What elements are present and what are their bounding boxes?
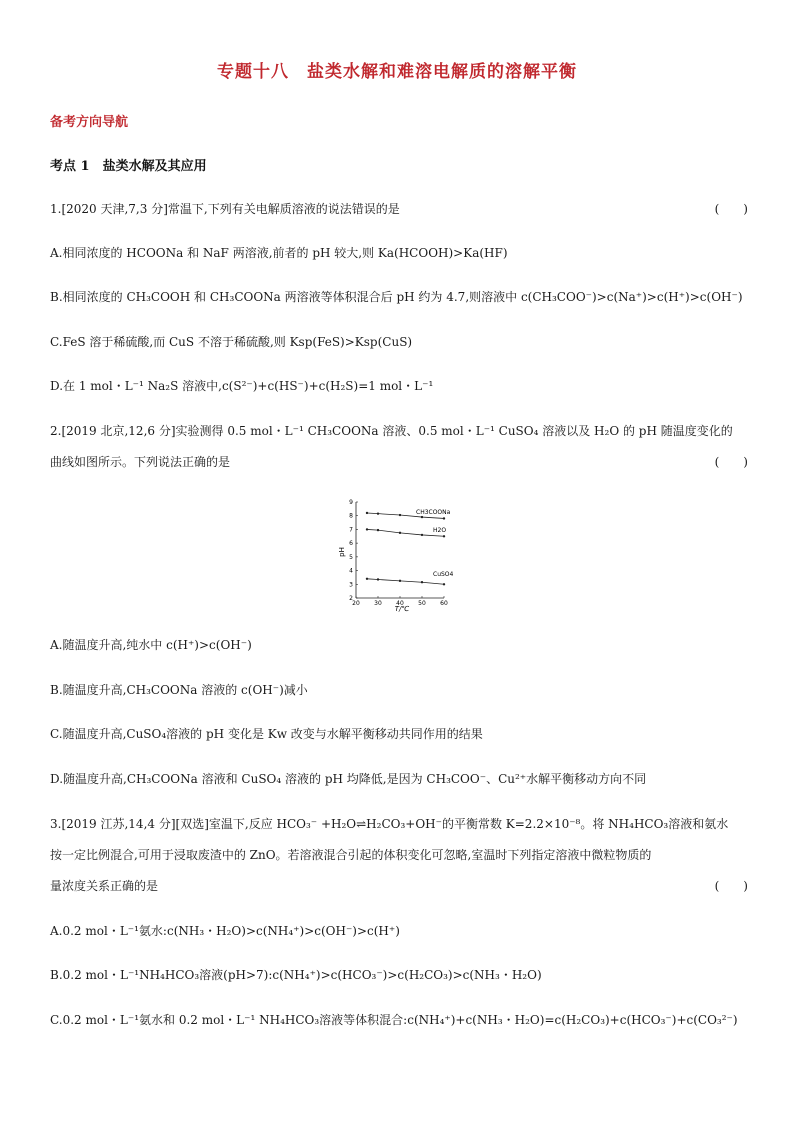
q1-option-d: D.在 1 mol・L⁻¹ Na₂S 溶液中,c(S²⁻)+c(HS⁻)+c(H₂S)=1 mol・L⁻¹ [50,379,434,393]
y-tick-label: 7 [349,526,353,534]
data-point [421,534,423,536]
q2-option-a: A.随温度升高,纯水中 c(H⁺)>c(OH⁻) [50,638,252,652]
data-point [399,580,401,582]
q1-option-a: A.相同浓度的 HCOONa 和 NaF 两溶液,前者的 pH 较大,则 Ka(HCOOH)>Ka(HF) [50,246,508,260]
x-tick-label: 40 [396,600,404,607]
q3-answer-bracket: ( ) [714,879,748,893]
q2-option-d: D.随温度升高,CH₃COONa 溶液和 CuSO₄ 溶液的 pH 均降低,是因为 CH₃COO⁻、Cu²⁺水解平衡移动方向不同 [50,772,647,786]
y-tick-label: 3 [349,581,353,589]
y-tick-label: 6 [349,540,353,548]
page-title: 专题十八 盐类水解和难溶电解质的溶解平衡 [217,62,577,82]
data-point [443,583,445,585]
chart-axes [356,502,447,598]
data-point [377,512,379,514]
x-tick-label: 50 [418,600,426,607]
q1-option-b: B.相同浓度的 CH₃COOH 和 CH₃COONa 两溶液等体积混合后 pH 约为 4.7,则溶液中 c(CH₃COO⁻)>c(Na⁺)>c(H⁺)>c(OH⁻) [50,290,743,304]
q2-answer-bracket: ( ) [714,455,748,469]
x-tick-label: 30 [374,600,382,607]
q3-option-c: C.0.2 mol・L⁻¹氨水和 0.2 mol・L⁻¹ NH₄HCO₃溶液等体积混合:c(NH₄⁺)+c(NH₃・H₂O)=c(H₂CO₃)+c(HCO₃⁻)+c(CO₃²⁻) [50,1013,738,1027]
x-axis-label: T/℃ [394,605,410,612]
q1-stem: 1.[2020 天津,7,3 分]常温下,下列有关电解质溶液的说法错误的是 [50,202,400,216]
q2-option-c: C.随温度升高,CuSO₄溶液的 pH 变化是 Kw 改变与水解平衡移动共同作用的结果 [50,727,483,741]
x-tick-label: 60 [440,600,448,607]
data-point [421,581,423,583]
data-point [366,578,368,580]
y-axis-label: pH [338,547,346,557]
q3-stem-line3: 量浓度关系正确的是 [50,879,159,893]
data-point [443,535,445,537]
series-label-cuso4: CuSO4 [433,571,454,578]
section-heading: 备考方向导航 [50,115,129,130]
data-point [399,532,401,534]
q3-option-b: B.0.2 mol・L⁻¹NH₄HCO₃溶液(pH>7):c(NH₄⁺)>c(HCO₃⁻)>c(H₂CO₃)>c(NH₃・H₂O) [50,968,542,982]
q3-stem-line1: 3.[2019 江苏,14,4 分][双选]室温下,反应 HCO₃⁻ +H₂O⇌H₂CO₃+OH⁻的平衡常数 K=2.2×10⁻⁸。将 NH₄HCO₃溶液和氨水 [50,817,729,831]
y-tick-label: 8 [349,512,353,520]
y-tick-label: 2 [349,595,353,602]
data-point [377,529,379,531]
q3-option-a: A.0.2 mol・L⁻¹氨水:c(NH₃・H₂O)>c(NH₄⁺)>c(OH⁻)>c(H⁺) [50,924,400,938]
series-label-ch3coona: CH3COONa [416,509,451,516]
y-tick-label: 9 [349,499,353,506]
series-label-h2o: H2O [433,527,447,534]
q3-stem-line2: 按一定比例混合,可用于浸取废渣中的 ZnO。若溶液混合引起的体积变化可忽略,室温时下列指定溶液中微粒物质的 [50,848,652,862]
topic-heading: 考点 1 盐类水解及其应用 [50,159,207,174]
data-point [366,512,368,514]
y-tick-label: 4 [349,567,353,575]
data-point [421,516,423,518]
data-point [377,578,379,580]
data-point [366,528,368,530]
ph-temperature-chart [336,494,458,612]
q2-option-b: B.随温度升高,CH₃COONa 溶液的 c(OH⁻)减小 [50,683,308,697]
y-tick-label: 5 [349,553,353,561]
q1-option-c: C.FeS 溶于稀硫酸,而 CuS 不溶于稀硫酸,则 Ksp(FeS)>Ksp(CuS) [50,335,413,349]
q2-stem-line1: 2.[2019 北京,12,6 分]实验测得 0.5 mol・L⁻¹ CH₃COONa 溶液、0.5 mol・L⁻¹ CuSO₄ 溶液以及 H₂O 的 pH 随温度变化的 [50,424,733,438]
data-point [399,514,401,516]
q1-answer-bracket: ( ) [714,202,748,216]
q2-stem-line2: 曲线如图所示。下列说法正确的是 [50,455,231,469]
data-point [443,517,445,519]
x-tick-label: 20 [352,600,360,607]
